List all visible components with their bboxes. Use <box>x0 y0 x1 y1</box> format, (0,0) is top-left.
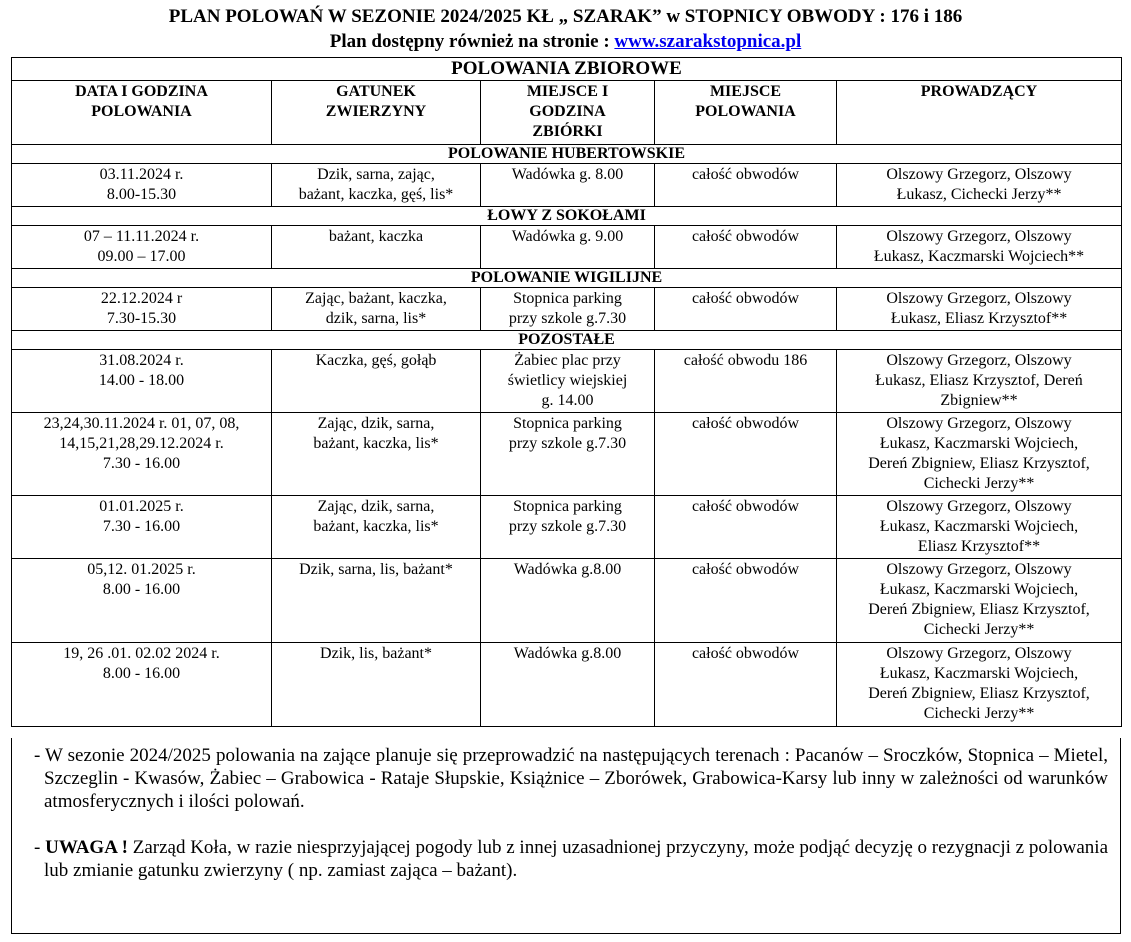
hunt-area-column-header: MIEJSCE POLOWANIA <box>655 81 837 145</box>
species-cell: bażant, kaczka <box>272 226 481 269</box>
leader-cell: Olszowy Grzegorz, Olszowy Łukasz, Kaczmarski Wojciech, Dereń Zbigniew, Eliasz Krzysztof, Cichecki Jerzy** <box>837 559 1122 643</box>
section-title: POLOWANIE WIGILIJNE <box>12 269 1122 288</box>
table-title: POLOWANIA ZBIOROWE <box>12 58 1122 81</box>
leader-cell: Olszowy Grzegorz, Olszowy Łukasz, Kaczmarski Wojciech, Dereń Zbigniew, Eliasz Krzysztof, Cichecki Jerzy** <box>837 413 1122 496</box>
meeting-place-cell: Stopnica parking przy szkole g.7.30 <box>481 413 655 496</box>
note-warning <box>34 836 1108 882</box>
species-cell: Zając, bażant, kaczka, dzik, sarna, lis* <box>272 288 481 331</box>
date-cell: 22.12.2024 r 7.30-15.30 <box>12 288 272 331</box>
date-cell: 23,24,30.11.2024 r. 01, 07, 08, 14,15,21,28,29.12.2024 r. 7.30 - 16.00 <box>12 413 272 496</box>
date-cell: 03.11.2024 r. 8.00-15.30 <box>12 164 272 207</box>
meeting-place-cell: Wadówka g.8.00 <box>481 559 655 643</box>
website-link[interactable]: www.szarakstopnica.pl <box>614 31 802 52</box>
leader-cell: Olszowy Grzegorz, Olszowy Łukasz, Kaczmarski Wojciech, Dereń Zbigniew, Eliasz Krzysztof, Cichecki Jerzy** <box>837 643 1122 727</box>
table-row <box>12 164 1122 207</box>
notes-box <box>11 738 1121 934</box>
hunt-area-cell: całość obwodów <box>655 496 837 559</box>
section-title: POZOSTAŁE <box>12 331 1122 350</box>
meeting-place-column-header: MIEJSCE I GODZINA ZBIÓRKI <box>481 81 655 145</box>
section-title: ŁOWY Z SOKOŁAMI <box>12 207 1122 226</box>
hunt-area-cell: całość obwodów <box>655 226 837 269</box>
species-cell: Dzik, sarna, lis, bażant* <box>272 559 481 643</box>
note-warning-text: Zarząd Koła, w razie niesprzyjającej pogody lub z innej uzasadnionej przyczyny, może podjąć decyzję o rezygnacji z polowania lub zmianie gatunku zwierzyny ( np. zamiast zająca – bażant). <box>44 837 1108 881</box>
hunt-area-cell: całość obwodu 186 <box>655 350 837 413</box>
hunt-area-cell: całość obwodów <box>655 164 837 207</box>
species-cell: Zając, dzik, sarna, bażant, kaczka, lis* <box>272 413 481 496</box>
species-cell: Dzik, lis, bażant* <box>272 643 481 727</box>
section-row <box>12 269 1122 288</box>
leader-cell: Olszowy Grzegorz, Olszowy Łukasz, Kaczmarski Wojciech** <box>837 226 1122 269</box>
species-cell: Dzik, sarna, zając, bażant, kaczka, gęś, lis* <box>272 164 481 207</box>
table-row <box>12 496 1122 559</box>
hunt-area-cell: całość obwodów <box>655 413 837 496</box>
meeting-place-cell: Stopnica parking przy szkole g.7.30 <box>481 288 655 331</box>
note-warning-label: UWAGA ! <box>45 837 128 858</box>
meeting-place-cell: Stopnica parking przy szkole g.7.30 <box>481 496 655 559</box>
meeting-place-cell: Żabiec plac przy świetlicy wiejskiej g. 14.00 <box>481 350 655 413</box>
section-row <box>12 145 1122 164</box>
hunt-area-cell: całość obwodów <box>655 643 837 727</box>
section-row <box>12 207 1122 226</box>
species-cell: Zając, dzik, sarna, bażant, kaczka, lis* <box>272 496 481 559</box>
leader-column-header: PROWADZĄCY <box>837 81 1122 145</box>
leader-cell: Olszowy Grzegorz, Olszowy Łukasz, Eliasz Krzysztof** <box>837 288 1122 331</box>
date-cell: 05,12. 01.2025 r. 8.00 - 16.00 <box>12 559 272 643</box>
meeting-place-cell: Wadówka g. 8.00 <box>481 164 655 207</box>
leader-cell: Olszowy Grzegorz, Olszowy Łukasz, Cichecki Jerzy** <box>837 164 1122 207</box>
section-row <box>12 331 1122 350</box>
note-warning-prefix: - <box>34 837 46 858</box>
subtitle-text: Plan dostępny również na stronie : <box>329 31 615 52</box>
page-title: PLAN POLOWAŃ W SEZONIE 2024/2025 KŁ „ SZARAK” w STOPNICY OBWODY : 176 i 186 <box>168 6 963 27</box>
date-column-header: DATA I GODZINA POLOWANIA <box>12 81 272 145</box>
hunt-area-cell: całość obwodów <box>655 559 837 643</box>
date-cell: 07 – 11.11.2024 r. 09.00 – 17.00 <box>12 226 272 269</box>
table-row <box>12 413 1122 496</box>
date-cell: 19, 26 .01. 02.02 2024 r. 8.00 - 16.00 <box>12 643 272 727</box>
date-cell: 31.08.2024 r. 14.00 - 18.00 <box>12 350 272 413</box>
species-column-header: GATUNEK ZWIERZYNY <box>272 81 481 145</box>
table-row <box>12 226 1122 269</box>
table-row <box>12 643 1122 727</box>
leader-cell: Olszowy Grzegorz, Olszowy Łukasz, Kaczmarski Wojciech, Eliasz Krzysztof** <box>837 496 1122 559</box>
meeting-place-cell: Wadówka g. 9.00 <box>481 226 655 269</box>
note-terrains: - W sezonie 2024/2025 polowania na zające planuje się przeprowadzić na następujących terenach : Pacanów – Sroczków, Stopnica – Mietel, Szczeglin - Kwasów, Żabiec – Grabowica - Rataje Słupskie, Książnice – Zborówek, Grabowica-Karsy lub inny w zależności od warunków atmosferycznych i ilości polowań. <box>34 745 1108 812</box>
hunting-plan-table <box>11 57 1122 727</box>
table-row <box>12 288 1122 331</box>
page-subtitle <box>0 31 1131 53</box>
table-row <box>12 350 1122 413</box>
table-row <box>12 559 1122 643</box>
meeting-place-cell: Wadówka g.8.00 <box>481 643 655 727</box>
hunt-area-cell: całość obwodów <box>655 288 837 331</box>
date-cell: 01.01.2025 r. 7.30 - 16.00 <box>12 496 272 559</box>
section-title: POLOWANIE HUBERTOWSKIE <box>12 145 1122 164</box>
species-cell: Kaczka, gęś, gołąb <box>272 350 481 413</box>
leader-cell: Olszowy Grzegorz, Olszowy Łukasz, Eliasz Krzysztof, Dereń Zbigniew** <box>837 350 1122 413</box>
